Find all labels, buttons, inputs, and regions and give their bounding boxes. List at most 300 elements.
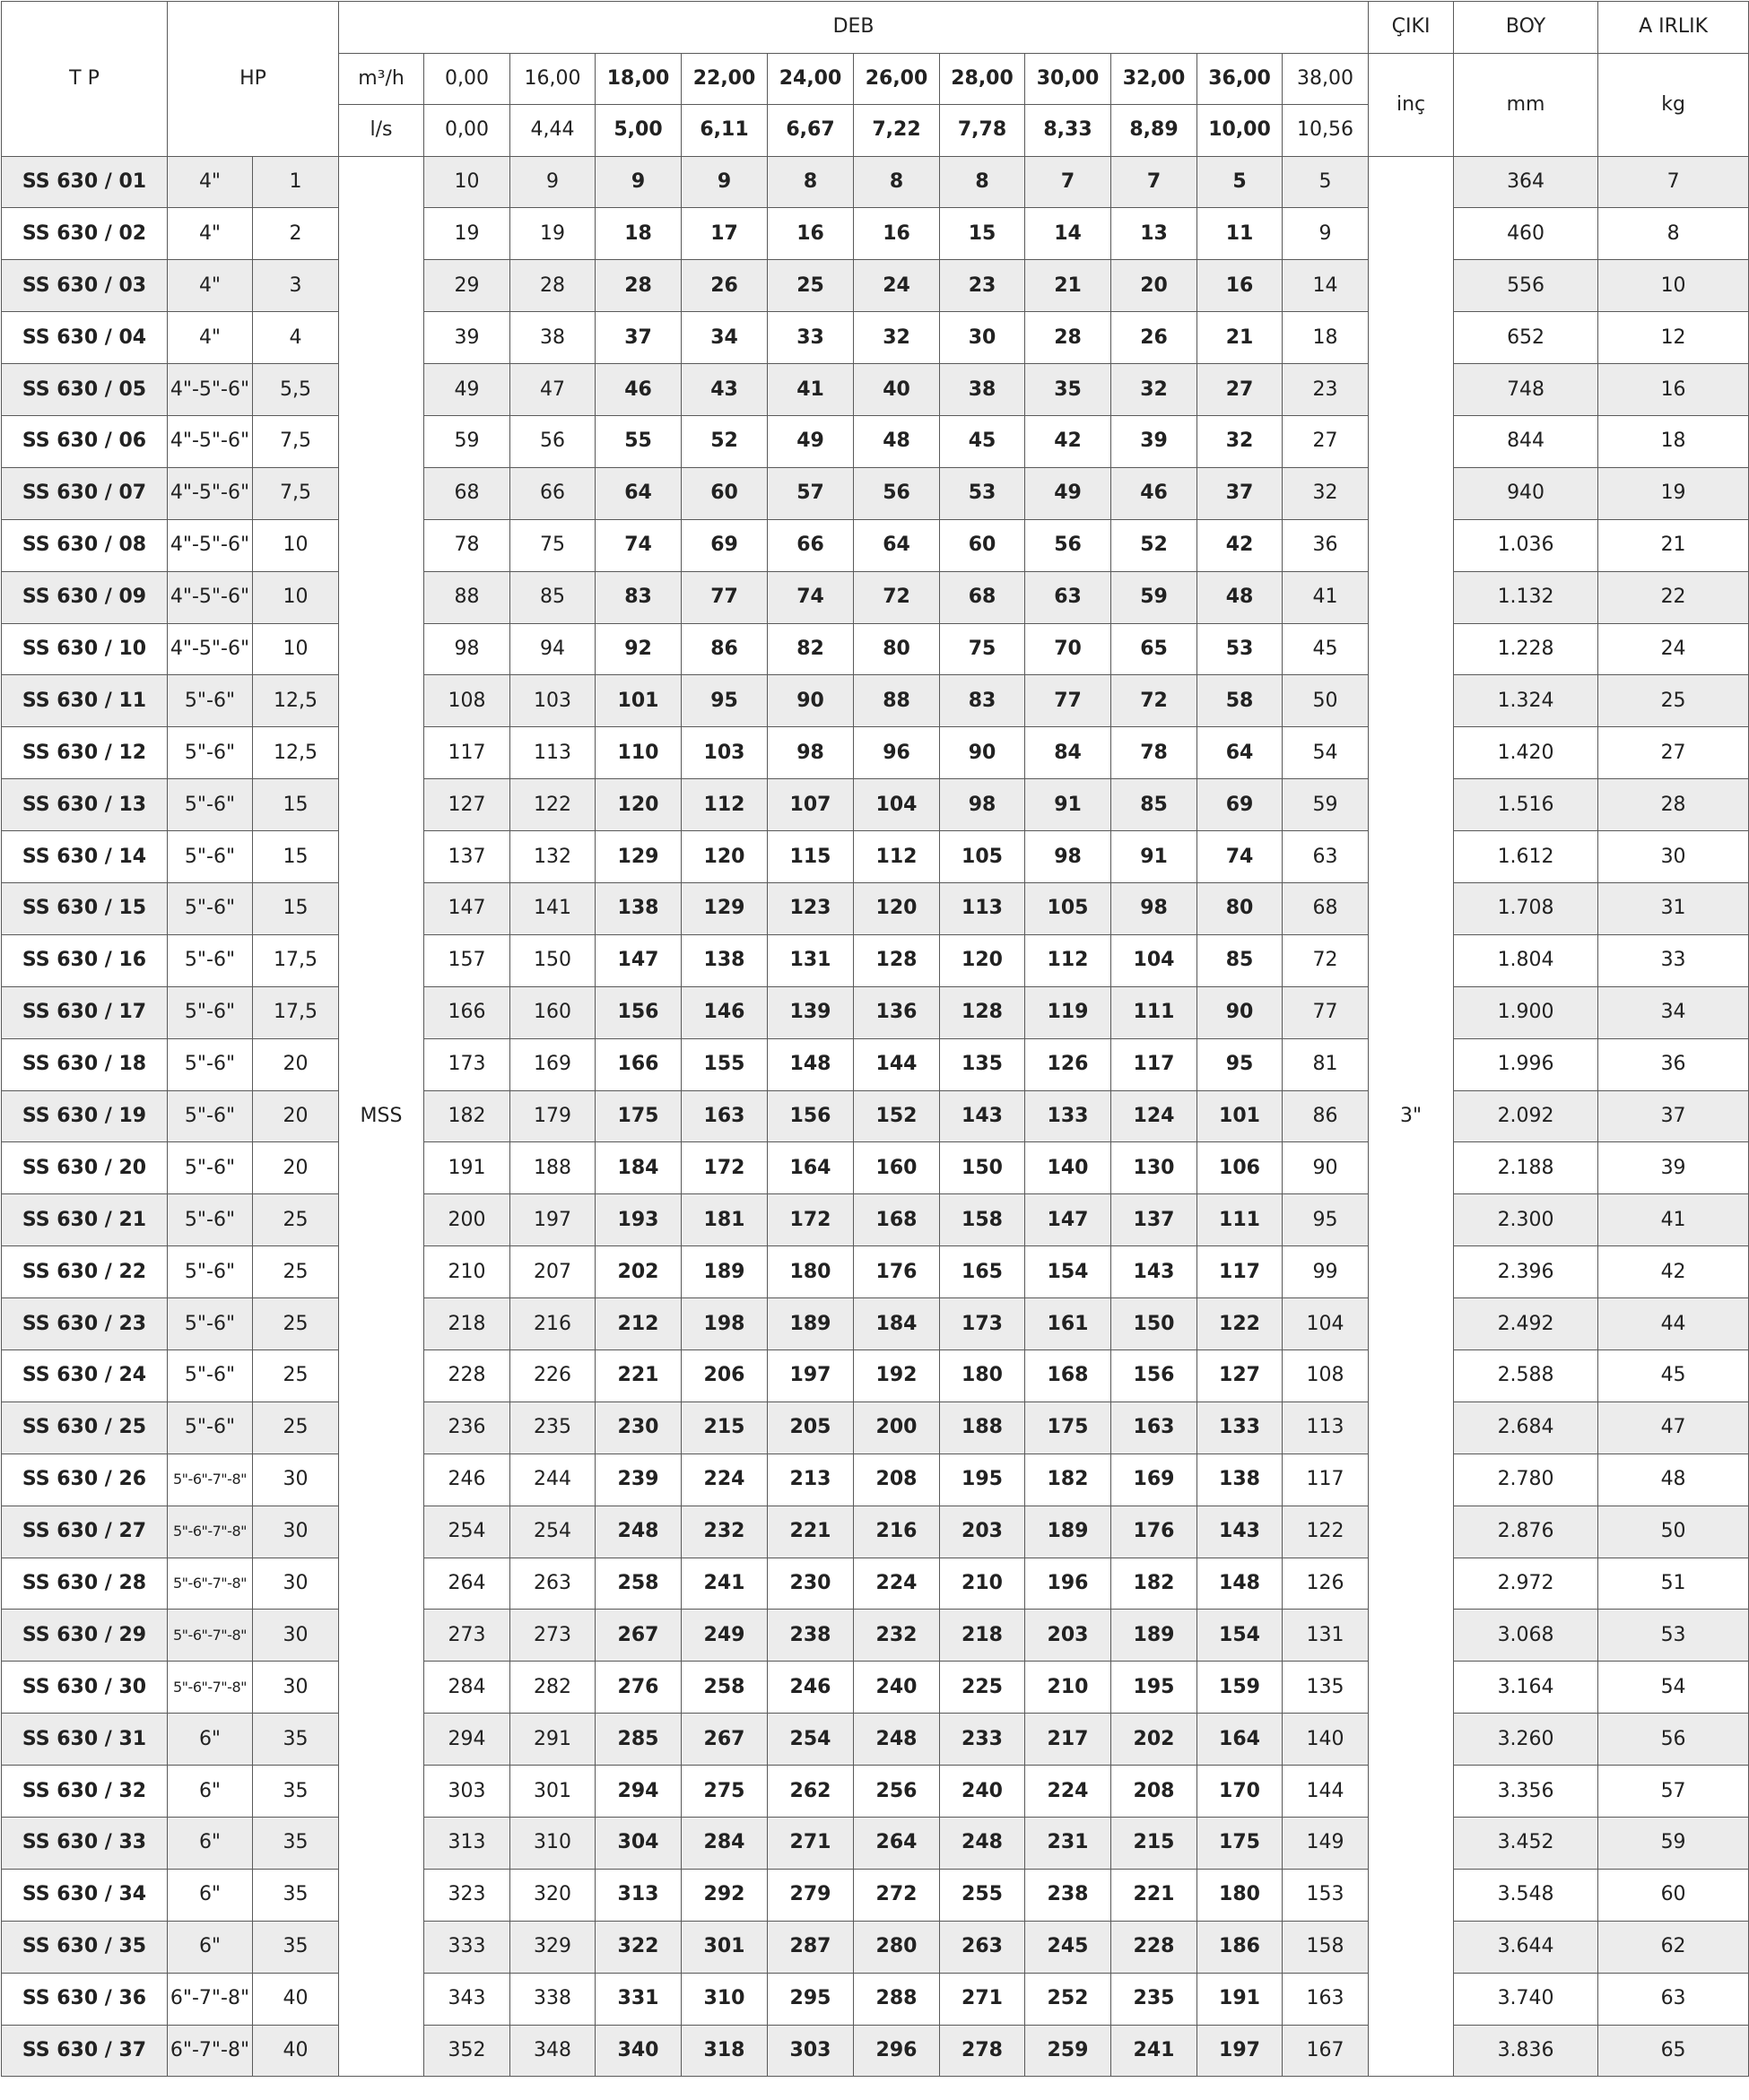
weight-value-cell: 21 <box>1598 519 1749 571</box>
weight-value-cell: 10 <box>1598 260 1749 312</box>
hp-value-cell: 25 <box>253 1246 339 1298</box>
table-row <box>2 312 1749 364</box>
weight-value-cell: 28 <box>1598 779 1749 831</box>
hp-value-cell: 30 <box>253 1558 339 1610</box>
head-value-cell: 180 <box>768 1246 854 1298</box>
head-value-cell: 112 <box>854 831 940 883</box>
head-value-cell: 84 <box>1025 727 1111 779</box>
head-value-cell: 146 <box>682 986 768 1038</box>
head-value-cell: 28 <box>510 260 596 312</box>
weight-value-cell: 56 <box>1598 1714 1749 1766</box>
hp-column-header: HP <box>168 2 339 157</box>
head-value-cell: 90 <box>940 727 1025 779</box>
head-value-cell: 343 <box>424 1973 510 2025</box>
head-value-cell: 189 <box>768 1298 854 1350</box>
table-row <box>2 1662 1749 1714</box>
weight-value-cell: 62 <box>1598 1921 1749 1973</box>
head-value-cell: 98 <box>424 623 510 675</box>
head-value-cell: 92 <box>596 623 682 675</box>
performance-table <box>1 1 1749 2077</box>
pump-type-cell: SS 630 / 31 <box>2 1714 168 1766</box>
head-value-cell: 23 <box>940 260 1025 312</box>
weight-value-cell: 19 <box>1598 467 1749 519</box>
pump-type-cell: SS 630 / 27 <box>2 1506 168 1558</box>
weight-column-header: A IRLIK <box>1598 2 1749 54</box>
head-value-cell: 239 <box>596 1454 682 1506</box>
table-row <box>2 2025 1749 2077</box>
hp-value-cell: 20 <box>253 1038 339 1090</box>
head-value-cell: 262 <box>768 1766 854 1818</box>
weight-value-cell: 18 <box>1598 415 1749 467</box>
head-value-cell: 75 <box>510 519 596 571</box>
head-value-cell: 310 <box>682 1973 768 2025</box>
head-value-cell: 123 <box>768 882 854 934</box>
head-value-cell: 240 <box>940 1766 1025 1818</box>
length-value-cell: 2.092 <box>1454 1090 1598 1142</box>
motor-size-cell: 6" <box>168 1869 253 1921</box>
head-value-cell: 140 <box>1283 1714 1369 1766</box>
head-value-cell: 120 <box>940 934 1025 986</box>
head-value-cell: 225 <box>940 1662 1025 1714</box>
length-value-cell: 3.356 <box>1454 1766 1598 1818</box>
motor-size-cell: 5"-6" <box>168 986 253 1038</box>
hp-value-cell: 35 <box>253 1766 339 1818</box>
head-value-cell: 24 <box>854 260 940 312</box>
head-value-cell: 27 <box>1283 415 1369 467</box>
length-value-cell: 1.516 <box>1454 779 1598 831</box>
pump-type-cell: SS 630 / 04 <box>2 312 168 364</box>
table-row <box>2 1194 1749 1246</box>
head-value-cell: 210 <box>940 1558 1025 1610</box>
head-value-cell: 246 <box>768 1662 854 1714</box>
head-value-cell: 56 <box>510 415 596 467</box>
table-row <box>2 208 1749 260</box>
head-value-cell: 19 <box>510 208 596 260</box>
pump-type-cell: SS 630 / 11 <box>2 675 168 727</box>
head-value-cell: 81 <box>1283 1038 1369 1090</box>
head-value-cell: 301 <box>510 1766 596 1818</box>
pump-type-cell: SS 630 / 06 <box>2 415 168 467</box>
motor-size-cell: 5"-6"-7"-8" <box>168 1558 253 1610</box>
head-value-cell: 173 <box>424 1038 510 1090</box>
head-value-cell: 248 <box>854 1714 940 1766</box>
outlet-unit: inç <box>1369 53 1454 156</box>
flow-ls-cell: 10,00 <box>1197 105 1283 157</box>
head-value-cell: 284 <box>682 1818 768 1870</box>
motor-size-cell: 6" <box>168 1921 253 1973</box>
head-value-cell: 19 <box>424 208 510 260</box>
head-value-cell: 164 <box>1197 1714 1283 1766</box>
pump-type-cell: SS 630 / 35 <box>2 1921 168 1973</box>
pump-type-cell: SS 630 / 34 <box>2 1869 168 1921</box>
head-value-cell: 310 <box>510 1818 596 1870</box>
head-value-cell: 113 <box>510 727 596 779</box>
motor-size-cell: 4"-5"-6" <box>168 571 253 623</box>
head-value-cell: 147 <box>596 934 682 986</box>
head-value-cell: 94 <box>510 623 596 675</box>
head-value-cell: 135 <box>1283 1662 1369 1714</box>
head-value-cell: 56 <box>854 467 940 519</box>
head-value-cell: 141 <box>510 882 596 934</box>
pump-type-cell: SS 630 / 05 <box>2 364 168 416</box>
flow-m3h-cell: 28,00 <box>940 53 1025 105</box>
head-value-cell: 254 <box>424 1506 510 1558</box>
motor-size-cell: 5"-6" <box>168 1194 253 1246</box>
table-row <box>2 1401 1749 1454</box>
head-value-cell: 16 <box>854 208 940 260</box>
pump-type-cell: SS 630 / 09 <box>2 571 168 623</box>
flow-ls-cell: 5,00 <box>596 105 682 157</box>
head-value-cell: 96 <box>854 727 940 779</box>
motor-size-cell: 5"-6" <box>168 1142 253 1194</box>
pump-type-cell: SS 630 / 18 <box>2 1038 168 1090</box>
length-value-cell: 364 <box>1454 156 1598 208</box>
table-row <box>2 467 1749 519</box>
head-value-cell: 90 <box>1283 1142 1369 1194</box>
table-row <box>2 1349 1749 1401</box>
head-value-cell: 163 <box>1111 1401 1197 1454</box>
head-value-cell: 279 <box>768 1869 854 1921</box>
head-value-cell: 47 <box>510 364 596 416</box>
head-value-cell: 25 <box>768 260 854 312</box>
head-value-cell: 8 <box>940 156 1025 208</box>
head-value-cell: 64 <box>1197 727 1283 779</box>
pump-type-cell: SS 630 / 28 <box>2 1558 168 1610</box>
table-row <box>2 156 1749 208</box>
motor-size-cell: 5"-6" <box>168 727 253 779</box>
head-value-cell: 104 <box>1111 934 1197 986</box>
head-value-cell: 143 <box>940 1090 1025 1142</box>
weight-value-cell: 7 <box>1598 156 1749 208</box>
motor-size-cell: 4"-5"-6" <box>168 467 253 519</box>
head-value-cell: 203 <box>940 1506 1025 1558</box>
flow-ls-cell: 8,33 <box>1025 105 1111 157</box>
head-value-cell: 165 <box>940 1246 1025 1298</box>
head-value-cell: 294 <box>596 1766 682 1818</box>
weight-value-cell: 33 <box>1598 934 1749 986</box>
head-value-cell: 264 <box>854 1818 940 1870</box>
weight-value-cell: 48 <box>1598 1454 1749 1506</box>
head-value-cell: 238 <box>768 1610 854 1662</box>
head-value-cell: 38 <box>510 312 596 364</box>
head-value-cell: 98 <box>940 779 1025 831</box>
head-value-cell: 224 <box>854 1558 940 1610</box>
head-value-cell: 60 <box>940 519 1025 571</box>
motor-size-cell: 4"-5"-6" <box>168 364 253 416</box>
head-value-cell: 85 <box>1111 779 1197 831</box>
head-value-cell: 52 <box>1111 519 1197 571</box>
head-value-cell: 221 <box>768 1506 854 1558</box>
head-value-cell: 254 <box>768 1714 854 1766</box>
head-value-cell: 158 <box>1283 1921 1369 1973</box>
table-row <box>2 1610 1749 1662</box>
unit-ls-label: l/s <box>339 105 424 157</box>
head-value-cell: 88 <box>424 571 510 623</box>
head-value-cell: 166 <box>424 986 510 1038</box>
head-value-cell: 258 <box>596 1558 682 1610</box>
length-value-cell: 3.548 <box>1454 1869 1598 1921</box>
head-value-cell: 175 <box>1025 1401 1111 1454</box>
table-row <box>2 1090 1749 1142</box>
head-value-cell: 267 <box>596 1610 682 1662</box>
head-value-cell: 245 <box>1025 1921 1111 1973</box>
head-value-cell: 195 <box>1111 1662 1197 1714</box>
head-value-cell: 284 <box>424 1662 510 1714</box>
head-value-cell: 133 <box>1197 1401 1283 1454</box>
head-value-cell: 167 <box>1283 2025 1369 2077</box>
hp-value-cell: 10 <box>253 623 339 675</box>
head-value-cell: 288 <box>854 1973 940 2025</box>
head-value-cell: 238 <box>1025 1869 1111 1921</box>
head-value-cell: 224 <box>1025 1766 1111 1818</box>
head-value-cell: 16 <box>1197 260 1283 312</box>
motor-size-cell: 5"-6" <box>168 831 253 883</box>
weight-value-cell: 41 <box>1598 1194 1749 1246</box>
pump-type-cell: SS 630 / 30 <box>2 1662 168 1714</box>
head-value-cell: 74 <box>596 519 682 571</box>
head-value-cell: 175 <box>1197 1818 1283 1870</box>
head-value-cell: 98 <box>1111 882 1197 934</box>
weight-value-cell: 45 <box>1598 1349 1749 1401</box>
head-value-cell: 271 <box>768 1818 854 1870</box>
hp-value-cell: 17,5 <box>253 986 339 1038</box>
flow-ls-cell: 6,11 <box>682 105 768 157</box>
length-value-cell: 3.740 <box>1454 1973 1598 2025</box>
pump-type-cell: SS 630 / 26 <box>2 1454 168 1506</box>
head-value-cell: 303 <box>768 2025 854 2077</box>
head-value-cell: 107 <box>768 779 854 831</box>
head-value-cell: 32 <box>1111 364 1197 416</box>
hp-value-cell: 25 <box>253 1194 339 1246</box>
head-value-cell: 208 <box>854 1454 940 1506</box>
head-value-cell: 95 <box>1197 1038 1283 1090</box>
weight-value-cell: 50 <box>1598 1506 1749 1558</box>
head-value-cell: 95 <box>1283 1194 1369 1246</box>
head-value-cell: 9 <box>682 156 768 208</box>
hp-value-cell: 12,5 <box>253 727 339 779</box>
length-value-cell: 2.972 <box>1454 1558 1598 1610</box>
head-value-cell: 39 <box>424 312 510 364</box>
head-value-cell: 37 <box>1197 467 1283 519</box>
head-value-cell: 95 <box>682 675 768 727</box>
length-value-cell: 2.588 <box>1454 1349 1598 1401</box>
head-value-cell: 180 <box>1197 1869 1283 1921</box>
head-value-cell: 77 <box>1283 986 1369 1038</box>
head-value-cell: 144 <box>854 1038 940 1090</box>
head-value-cell: 322 <box>596 1921 682 1973</box>
pump-type-cell: SS 630 / 24 <box>2 1349 168 1401</box>
head-value-cell: 248 <box>596 1506 682 1558</box>
head-value-cell: 133 <box>1025 1090 1111 1142</box>
head-value-cell: 135 <box>940 1038 1025 1090</box>
head-value-cell: 69 <box>1197 779 1283 831</box>
length-value-cell: 3.452 <box>1454 1818 1598 1870</box>
head-value-cell: 34 <box>682 312 768 364</box>
head-value-cell: 348 <box>510 2025 596 2077</box>
flow-m3h-cell: 32,00 <box>1111 53 1197 105</box>
flow-ls-cell: 8,89 <box>1111 105 1197 157</box>
length-column-header: BOY <box>1454 2 1598 54</box>
hp-value-cell: 20 <box>253 1090 339 1142</box>
head-value-cell: 292 <box>682 1869 768 1921</box>
head-value-cell: 291 <box>510 1714 596 1766</box>
outlet-size-cell: 3" <box>1369 156 1454 2077</box>
pump-type-cell: SS 630 / 21 <box>2 1194 168 1246</box>
flow-m3h-cell: 30,00 <box>1025 53 1111 105</box>
length-value-cell: 748 <box>1454 364 1598 416</box>
head-value-cell: 157 <box>424 934 510 986</box>
head-value-cell: 29 <box>424 260 510 312</box>
head-value-cell: 105 <box>940 831 1025 883</box>
table-row <box>2 1506 1749 1558</box>
head-value-cell: 139 <box>768 986 854 1038</box>
pump-type-cell: SS 630 / 08 <box>2 519 168 571</box>
head-value-cell: 149 <box>1283 1818 1369 1870</box>
head-value-cell: 9 <box>510 156 596 208</box>
length-value-cell: 2.876 <box>1454 1506 1598 1558</box>
hp-value-cell: 15 <box>253 779 339 831</box>
head-value-cell: 68 <box>940 571 1025 623</box>
head-value-cell: 72 <box>1283 934 1369 986</box>
head-value-cell: 35 <box>1025 364 1111 416</box>
head-value-cell: 75 <box>940 623 1025 675</box>
flow-ls-cell: 7,22 <box>854 105 940 157</box>
head-value-cell: 176 <box>1111 1506 1197 1558</box>
weight-value-cell: 37 <box>1598 1090 1749 1142</box>
head-value-cell: 41 <box>768 364 854 416</box>
length-value-cell: 2.188 <box>1454 1142 1598 1194</box>
head-value-cell: 282 <box>510 1662 596 1714</box>
head-value-cell: 156 <box>1111 1349 1197 1401</box>
head-value-cell: 63 <box>1283 831 1369 883</box>
head-value-cell: 33 <box>768 312 854 364</box>
table-row <box>2 1818 1749 1870</box>
head-value-cell: 164 <box>768 1142 854 1194</box>
head-value-cell: 32 <box>1197 415 1283 467</box>
head-value-cell: 186 <box>1197 1921 1283 1973</box>
head-value-cell: 69 <box>682 519 768 571</box>
head-value-cell: 78 <box>1111 727 1197 779</box>
head-value-cell: 200 <box>854 1401 940 1454</box>
head-value-cell: 46 <box>1111 467 1197 519</box>
pump-type-cell: SS 630 / 03 <box>2 260 168 312</box>
head-value-cell: 246 <box>424 1454 510 1506</box>
head-value-cell: 77 <box>1025 675 1111 727</box>
weight-value-cell: 53 <box>1598 1610 1749 1662</box>
head-value-cell: 20 <box>1111 260 1197 312</box>
head-value-cell: 28 <box>1025 312 1111 364</box>
head-value-cell: 18 <box>1283 312 1369 364</box>
head-value-cell: 158 <box>940 1194 1025 1246</box>
head-value-cell: 161 <box>1025 1298 1111 1350</box>
head-value-cell: 182 <box>1111 1558 1197 1610</box>
flow-m3h-cell: 38,00 <box>1283 53 1369 105</box>
table-row <box>2 779 1749 831</box>
head-value-cell: 215 <box>1111 1818 1197 1870</box>
head-value-cell: 148 <box>768 1038 854 1090</box>
head-value-cell: 108 <box>1283 1349 1369 1401</box>
head-value-cell: 68 <box>1283 882 1369 934</box>
head-value-cell: 5 <box>1197 156 1283 208</box>
pump-type-cell: SS 630 / 32 <box>2 1766 168 1818</box>
table-row <box>2 934 1749 986</box>
head-value-cell: 43 <box>682 364 768 416</box>
table-row <box>2 415 1749 467</box>
pump-type-cell: SS 630 / 25 <box>2 1401 168 1454</box>
table-row <box>2 1558 1749 1610</box>
head-value-cell: 85 <box>1197 934 1283 986</box>
head-value-cell: 88 <box>854 675 940 727</box>
head-value-cell: 101 <box>1197 1090 1283 1142</box>
head-value-cell: 113 <box>940 882 1025 934</box>
head-value-cell: 254 <box>510 1506 596 1558</box>
head-value-cell: 64 <box>854 519 940 571</box>
head-value-cell: 129 <box>682 882 768 934</box>
head-value-cell: 160 <box>510 986 596 1038</box>
length-value-cell: 844 <box>1454 415 1598 467</box>
head-value-cell: 17 <box>682 208 768 260</box>
head-value-cell: 166 <box>596 1038 682 1090</box>
head-value-cell: 172 <box>768 1194 854 1246</box>
head-value-cell: 83 <box>940 675 1025 727</box>
head-value-cell: 264 <box>424 1558 510 1610</box>
head-value-cell: 313 <box>596 1869 682 1921</box>
head-value-cell: 26 <box>682 260 768 312</box>
hp-value-cell: 20 <box>253 1142 339 1194</box>
hp-value-cell: 30 <box>253 1610 339 1662</box>
weight-value-cell: 16 <box>1598 364 1749 416</box>
length-value-cell: 1.036 <box>1454 519 1598 571</box>
head-value-cell: 59 <box>424 415 510 467</box>
head-value-cell: 38 <box>940 364 1025 416</box>
head-value-cell: 48 <box>854 415 940 467</box>
weight-value-cell: 12 <box>1598 312 1749 364</box>
head-value-cell: 169 <box>1111 1454 1197 1506</box>
head-value-cell: 137 <box>1111 1194 1197 1246</box>
head-value-cell: 221 <box>596 1349 682 1401</box>
head-value-cell: 13 <box>1111 208 1197 260</box>
weight-value-cell: 22 <box>1598 571 1749 623</box>
flow-m3h-cell: 36,00 <box>1197 53 1283 105</box>
head-value-cell: 203 <box>1025 1610 1111 1662</box>
motor-size-cell: 5"-6"-7"-8" <box>168 1662 253 1714</box>
head-value-cell: 233 <box>940 1714 1025 1766</box>
head-value-cell: 83 <box>596 571 682 623</box>
head-value-cell: 280 <box>854 1921 940 1973</box>
head-value-cell: 72 <box>1111 675 1197 727</box>
flow-column-header: DEB <box>339 2 1369 54</box>
hp-value-cell: 30 <box>253 1662 339 1714</box>
hp-value-cell: 30 <box>253 1506 339 1558</box>
head-value-cell: 170 <box>1197 1766 1283 1818</box>
head-value-cell: 313 <box>424 1818 510 1870</box>
weight-value-cell: 25 <box>1598 675 1749 727</box>
head-value-cell: 26 <box>1111 312 1197 364</box>
head-value-cell: 54 <box>1283 727 1369 779</box>
head-value-cell: 117 <box>424 727 510 779</box>
head-value-cell: 189 <box>1025 1506 1111 1558</box>
head-value-cell: 57 <box>768 467 854 519</box>
hp-value-cell: 35 <box>253 1869 339 1921</box>
head-value-cell: 323 <box>424 1869 510 1921</box>
table-row <box>2 1246 1749 1298</box>
head-value-cell: 338 <box>510 1973 596 2025</box>
motor-size-cell: 6" <box>168 1818 253 1870</box>
length-value-cell: 460 <box>1454 208 1598 260</box>
head-value-cell: 193 <box>596 1194 682 1246</box>
head-value-cell: 90 <box>1197 986 1283 1038</box>
hp-value-cell: 15 <box>253 831 339 883</box>
